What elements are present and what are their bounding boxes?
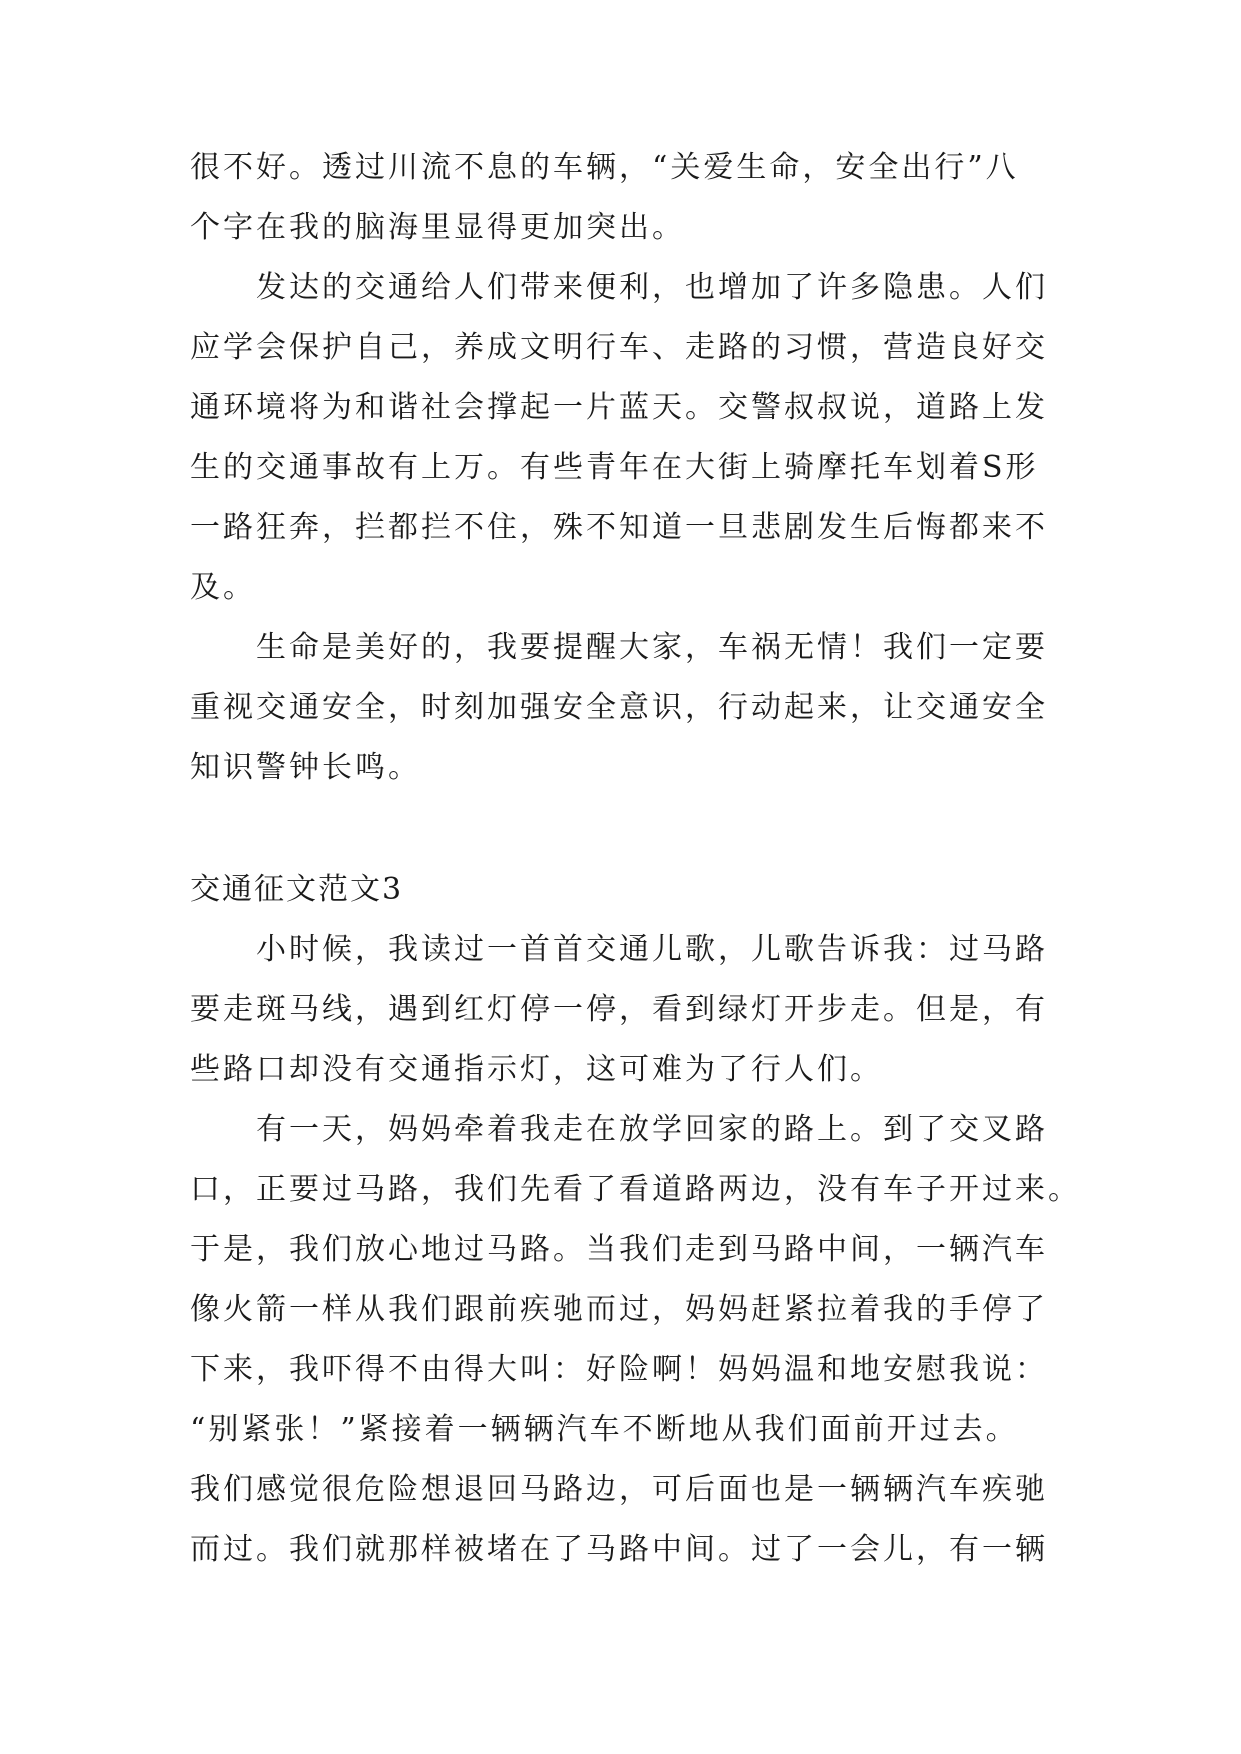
text-line: “别紧张！”紧接着一辆辆汽车不断地从我们面前开过去。	[190, 1412, 1019, 1447]
text-line: 知识警钟长鸣。	[190, 750, 421, 785]
paragraph-start-line: 小时候，我读过一首首交通儿歌，儿歌告诉我：过马路	[256, 932, 1048, 967]
text-line: 而过。我们就那样被堵在了马路中间。过了一会儿，有一辆	[190, 1532, 1048, 1567]
text-line: 口，正要过马路，我们先看了看道路两边，没有车子开过来。	[190, 1172, 1081, 1207]
text-line: 及。	[190, 570, 256, 605]
text-line: 个字在我的脑海里显得更加突出。	[190, 210, 685, 245]
text-line: 于是，我们放心地过马路。当我们走到马路中间，一辆汽车	[190, 1232, 1048, 1267]
text-line: 我们感觉很危险想退回马路边，可后面也是一辆辆汽车疾驰	[190, 1472, 1048, 1507]
text-line: 生的交通事故有上万。有些青年在大街上骑摩托车划着S形	[190, 450, 1039, 485]
essay-heading: 交通征文范文3	[190, 872, 404, 907]
text-line: 重视交通安全，时刻加强安全意识，行动起来，让交通安全	[190, 690, 1048, 725]
paragraph-start-line: 发达的交通给人们带来便利，也增加了许多隐患。人们	[256, 270, 1048, 305]
text-line: 要走斑马线，遇到红灯停一停，看到绿灯开步走。但是，有	[190, 992, 1048, 1027]
text-line: 应学会保护自己，养成文明行车、走路的习惯，营造良好交	[190, 330, 1048, 365]
text-line: 一路狂奔，拦都拦不住，殊不知道一旦悲剧发生后悔都来不	[190, 510, 1048, 545]
text-line: 通环境将为和谐社会撑起一片蓝天。交警叔叔说，道路上发	[190, 390, 1048, 425]
essay-continuation-block	[190, 138, 1050, 798]
text-line: 些路口却没有交通指示灯，这可难为了行人们。	[190, 1052, 883, 1087]
text-line: 像火箭一样从我们跟前疾驰而过，妈妈赶紧拉着我的手停了	[190, 1292, 1048, 1327]
text-line: 很不好。透过川流不息的车辆，“关爱生命，安全出行”八	[190, 150, 1019, 185]
text-line: 下来，我吓得不由得大叫：好险啊！妈妈温和地安慰我说：	[190, 1352, 1048, 1387]
paragraph-start-line: 有一天，妈妈牵着我走在放学回家的路上。到了交叉路	[256, 1112, 1048, 1147]
essay-3-body-block	[190, 920, 1081, 1580]
paragraph-start-line: 生命是美好的，我要提醒大家，车祸无情！我们一定要	[256, 630, 1048, 665]
